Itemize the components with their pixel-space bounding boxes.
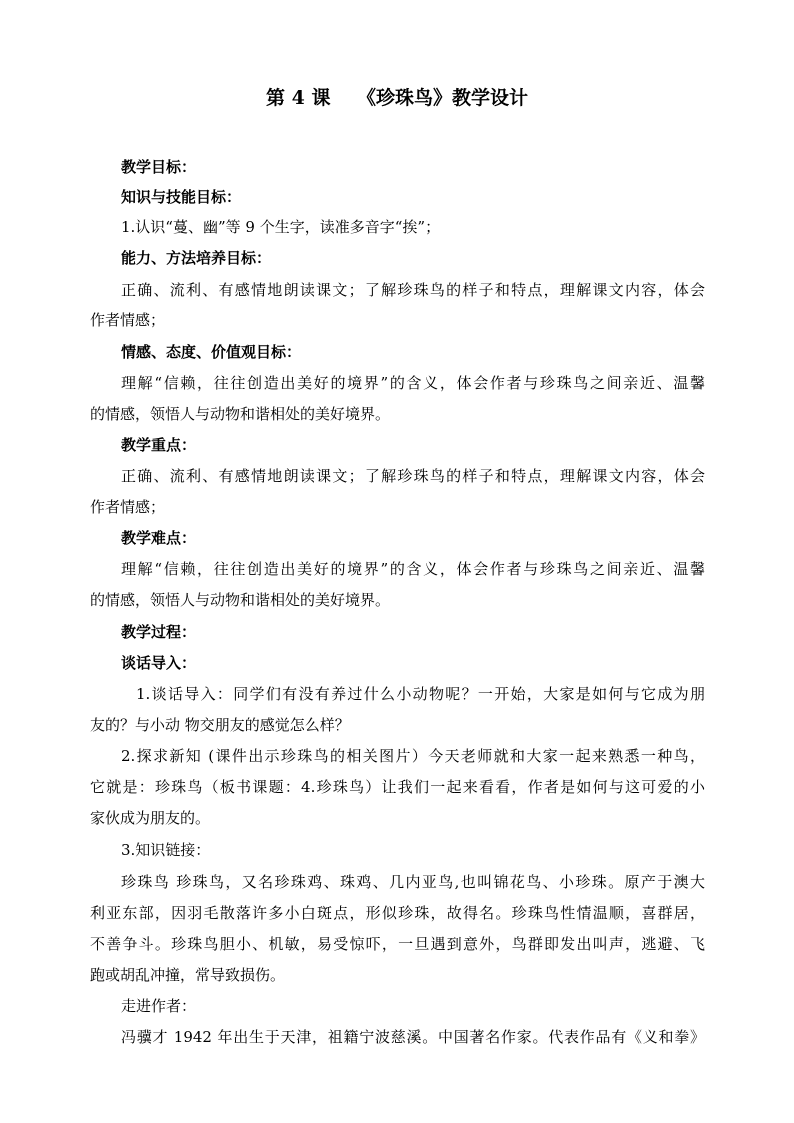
heading-teaching-goals: 教学目标：	[121, 158, 197, 176]
paragraph-line: 家伙成为朋友的。	[90, 809, 211, 827]
heading-ability-method-goals: 能力、方法培养目标：	[121, 249, 272, 267]
heading-emotion-attitude-values-goals: 情感、态度、价值观目标：	[121, 343, 302, 361]
paragraph-line: 1.认识“蔓、幽”等 9 个生字，读准多音字“挨”；	[121, 218, 441, 236]
paragraph-line: 理解“信赖，往往创造出美好的境界”的含义，体会作者与珍珠鸟之间亲近、温馨	[121, 560, 705, 578]
heading-knowledge-skill-goals: 知识与技能目标：	[121, 188, 242, 206]
paragraph-line: 的情感，领悟人与动物和谐相处的美好境界。	[90, 591, 391, 609]
paragraph-line: 不善争斗。珍珠鸟胆小、机敏，易受惊吓，一旦遇到意外，鸟群即发出叫声，逃避、飞	[90, 935, 705, 953]
paragraph-line: 它就是：珍珠鸟（板书课题：4.珍珠鸟）让我们一起来看看，作者是如何与这可爱的小	[90, 778, 705, 796]
heading-teaching-difficulties: 教学难点：	[121, 529, 197, 547]
document-title: 第 4 课 《珍珠鸟》教学设计	[266, 87, 528, 109]
heading-teaching-process: 教学过程：	[121, 623, 197, 641]
paragraph-line: 的情感，领悟人与动物和谐相处的美好境界。	[90, 405, 391, 423]
heading-conversation-intro: 谈话导入：	[121, 654, 197, 672]
paragraph-line: 利亚东部，因羽毛散落许多小白斑点，形似珍珠，故得名。珍珠鸟性情温顺，喜群居，	[90, 904, 705, 922]
paragraph-line: 正确、流利、有感情地朗读课文；了解珍珠鸟的样子和特点，理解课文内容，体会	[121, 467, 705, 485]
paragraph-line: 理解“信赖，往往创造出美好的境界”的含义，体会作者与珍珠鸟之间亲近、温馨	[121, 374, 705, 392]
paragraph-line: 友的？与小动 物交朋友的感觉怎么样？	[90, 716, 350, 734]
paragraph-line: 作者情感；	[90, 311, 166, 329]
heading-teaching-key-points: 教学重点：	[121, 436, 197, 454]
paragraph-line: 作者情感；	[90, 498, 166, 516]
paragraph-line: 1.谈话导入：同学们有没有养过什么小动物呢？一开始，大家是如何与它成为朋	[136, 685, 705, 703]
paragraph-line: 冯骥才 1942 年出生于天津，祖籍宁波慈溪。中国著名作家。代表作品有《义和拳》	[121, 1028, 705, 1046]
paragraph-line: 珍珠鸟 珍珠鸟，又名珍珠鸡、珠鸡、几内亚鸟,也叫锦花鸟、小珍珠。原产于澳大	[121, 873, 705, 891]
paragraph-line: 跑或胡乱冲撞，常导致损伤。	[90, 966, 286, 984]
paragraph-line: 2.探求新知 (课件出示珍珠鸟的相关图片）今天老师就和大家一起来熟悉一种鸟，	[121, 747, 705, 765]
paragraph-line: 3.知识链接：	[121, 841, 211, 859]
paragraph-line: 正确、流利、有感情地朗读课文；了解珍珠鸟的样子和特点，理解课文内容，体会	[121, 281, 705, 299]
paragraph-line: 走进作者：	[121, 997, 197, 1015]
